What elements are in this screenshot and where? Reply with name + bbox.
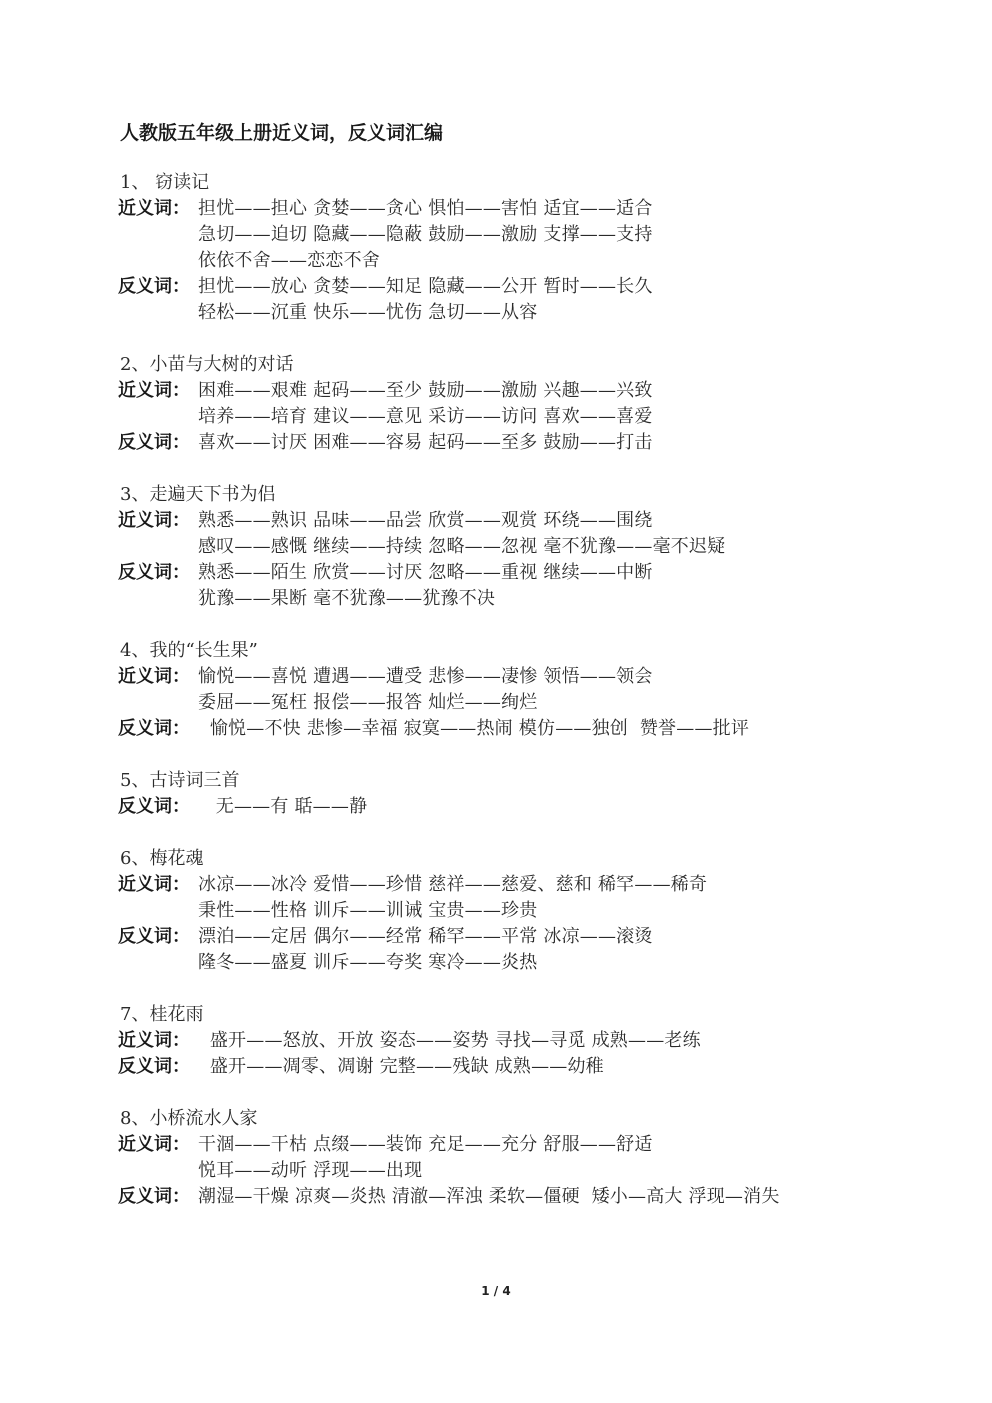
lesson-section xyxy=(118,638,878,742)
word-pair-line: 感叹——感慨 继续——持续 忽略——忽视 毫不犹豫——毫不迟疑 xyxy=(198,536,726,557)
synonym-label: 近义词： xyxy=(118,198,190,219)
word-pair-line: 漂泊——定居 偶尔——经常 稀罕——平常 冰凉——滚烫 xyxy=(198,926,653,947)
word-pair-line: 盛开——凋零、凋谢 完整——残缺 成熟——幼稚 xyxy=(198,1056,604,1077)
antonym-label: 反义词： xyxy=(118,926,190,947)
lesson-section xyxy=(118,768,878,820)
document-title: 人教版五年级上册近义词，反义词汇编 xyxy=(120,122,444,144)
lesson-title: 8、小桥流水人家 xyxy=(120,1108,258,1129)
word-pair-line: 培养——培育 建议——意见 采访——访问 喜欢——喜爱 xyxy=(198,406,653,427)
antonym-group xyxy=(118,274,878,326)
lesson-section xyxy=(118,846,878,976)
lesson-title: 5、古诗词三首 xyxy=(120,770,240,791)
word-pair-line: 秉性——性格 训斥——训诫 宝贵——珍贵 xyxy=(198,900,538,921)
synonym-group xyxy=(118,196,878,274)
synonym-label: 近义词： xyxy=(118,666,190,687)
word-pair-line: 隆冬——盛夏 训斥——夸奖 寒冷——炎热 xyxy=(198,952,538,973)
word-pair-line: 急切——迫切 隐藏——隐蔽 鼓励——激励 支撑——支持 xyxy=(198,224,653,245)
synonym-label: 近义词： xyxy=(118,1030,190,1051)
word-pair-line: 熟悉——陌生 欣赏——讨厌 忽略——重视 继续——中断 xyxy=(198,562,653,583)
word-pair-line: 愉悦—不快 悲惨—幸福 寂寞——热闹 模仿——独创 赞誉——批评 xyxy=(198,718,750,739)
word-pair-line: 担忧——放心 贪婪——知足 隐藏——公开 暂时——长久 xyxy=(198,276,653,297)
word-pair-line: 委屈——冤枉 报偿——报答 灿烂——绚烂 xyxy=(198,692,538,713)
lesson-section xyxy=(118,352,878,456)
antonym-group xyxy=(118,1184,878,1210)
word-pair-line: 困难——艰难 起码——至少 鼓励——激励 兴趣——兴致 xyxy=(198,380,653,401)
lesson-title: 7、桂花雨 xyxy=(120,1004,204,1025)
synonym-group xyxy=(118,664,878,716)
antonym-group xyxy=(118,430,878,456)
word-pair-line: 愉悦——喜悦 遭遇——遭受 悲惨——凄惨 领悟——领会 xyxy=(198,666,653,687)
antonym-label: 反义词： xyxy=(118,562,190,583)
word-pair-line: 无——有 聒——静 xyxy=(198,796,368,817)
synonym-group xyxy=(118,508,878,560)
synonym-group xyxy=(118,872,878,924)
synonym-label: 近义词： xyxy=(118,380,190,401)
lesson-section xyxy=(118,170,878,326)
synonym-group xyxy=(118,1028,878,1054)
page-number: 1 / 4 xyxy=(481,1284,511,1298)
synonym-label: 近义词： xyxy=(118,1134,190,1155)
lesson-title: 3、走遍天下书为侣 xyxy=(120,484,276,505)
word-pair-line: 悦耳——动听 浮现——出现 xyxy=(198,1160,423,1181)
antonym-label: 反义词： xyxy=(118,276,190,297)
word-pair-line: 轻松——沉重 快乐——忧伤 急切——从容 xyxy=(198,302,538,323)
word-pair-line: 盛开——怒放、开放 姿态——姿势 寻找—寻觅 成熟——老练 xyxy=(198,1030,701,1051)
lesson-section xyxy=(118,1002,878,1080)
synonym-group xyxy=(118,378,878,430)
antonym-label: 反义词： xyxy=(118,432,190,453)
lesson-section xyxy=(118,1106,878,1210)
antonym-group xyxy=(118,716,878,742)
word-pair-line: 担忧——担心 贪婪——贪心 惧怕——害怕 适宜——适合 xyxy=(198,198,653,219)
antonym-group xyxy=(118,1054,878,1080)
antonym-group xyxy=(118,924,878,976)
antonym-label: 反义词： xyxy=(118,718,190,739)
antonym-group xyxy=(118,560,878,612)
synonym-label: 近义词： xyxy=(118,510,190,531)
word-pair-line: 依依不舍——恋恋不舍 xyxy=(198,250,380,271)
antonym-label: 反义词： xyxy=(118,796,190,817)
word-pair-line: 潮湿—干燥 凉爽—炎热 清澈—浑浊 柔软—僵硬 矮小—高大 浮现—消失 xyxy=(198,1186,780,1207)
lesson-title: 2、小苗与大树的对话 xyxy=(120,354,294,375)
lesson-title: 6、梅花魂 xyxy=(120,848,204,869)
lesson-title: 1、 窃读记 xyxy=(120,172,210,193)
lesson-section xyxy=(118,482,878,612)
synonym-group xyxy=(118,1132,878,1184)
word-list-content xyxy=(118,170,878,1236)
synonym-label: 近义词： xyxy=(118,874,190,895)
word-pair-line: 犹豫——果断 毫不犹豫——犹豫不决 xyxy=(198,588,496,609)
word-pair-line: 熟悉——熟识 品味——品尝 欣赏——观赏 环绕——围绕 xyxy=(198,510,653,531)
antonym-group xyxy=(118,794,878,820)
lesson-title: 4、我的“长生果” xyxy=(120,640,258,661)
word-pair-line: 冰凉——冰冷 爱惜——珍惜 慈祥——慈爱、慈和 稀罕——稀奇 xyxy=(198,874,708,895)
antonym-label: 反义词： xyxy=(118,1186,190,1207)
word-pair-line: 干涸——干枯 点缀——装饰 充足——充分 舒服——舒适 xyxy=(198,1134,653,1155)
word-pair-line: 喜欢——讨厌 困难——容易 起码——至多 鼓励——打击 xyxy=(198,432,653,453)
antonym-label: 反义词： xyxy=(118,1056,190,1077)
